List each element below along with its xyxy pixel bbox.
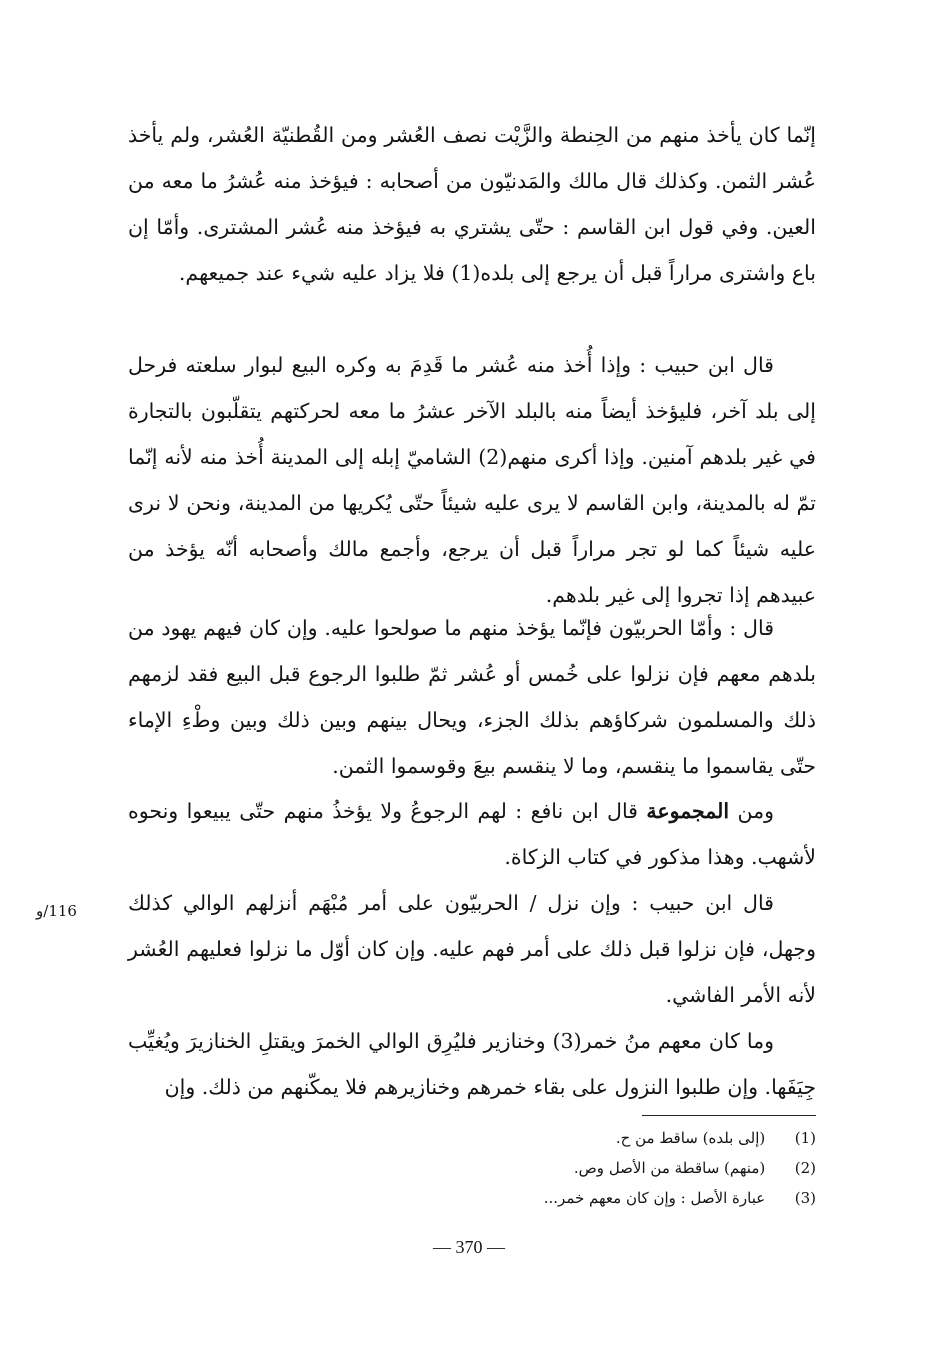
paragraph-5: قال ابن حبيب : وإن نزل / الحربيّون على أمر مُبْهَم أنزلهم الوالي كذلك وجهل، فإن نزلوا قبل ذلك على أمر فهم عليه. وإن كان أوّل ما نزلوا فعليهم العُشر لأنه الأمر الفاشي. bbox=[128, 891, 816, 1007]
paragraph-4-lead: ومن bbox=[729, 799, 774, 823]
footnote-separator bbox=[642, 1115, 816, 1116]
source-title-majmua: المجموعة bbox=[646, 799, 730, 823]
footnote-2-text: (منهم) ساقطة من الأصل وص. bbox=[573, 1159, 766, 1177]
page-number: — 370 — bbox=[433, 1237, 505, 1257]
paragraph-4-body: قال ابن نافع : لهم الرجوعُ ولا يؤخذُ منهم حتّى يبيعوا ونحوه لأشهب. وهذا مذكور في كتاب الزكاة. bbox=[128, 799, 816, 869]
footnote-3-text: عبارة الأصل : وإن كان معهم خمر... bbox=[543, 1189, 766, 1207]
paragraph-3: قال : وأمّا الحربيّون فإنّما يؤخذ منهم ما صولحوا عليه. وإن كان فيهم يهود من بلدهم معهم فإن نزلوا على خُمس أو عُشر ثمّ طلبوا الرجوع قبل البيع فقد لزمهم ذلك والمسلمون شركاؤهم بذلك الجزء، ويحال بينهم وبين ذلك وبين وطْءِ الإماء حتّى يقاسموا ما ينقسم، وما لا ينقسم بيعَ وقوسموا الثمن. bbox=[128, 616, 816, 778]
folio-margin-note: 116/و bbox=[36, 902, 77, 920]
footnote-3 bbox=[128, 1183, 816, 1213]
footnote-3-number: (3) bbox=[794, 1189, 816, 1207]
footnote-1-text: (إلى بلده) ساقط من ح. bbox=[615, 1129, 766, 1147]
paragraph-4 bbox=[128, 788, 816, 880]
footnote-2-number: (2) bbox=[794, 1159, 816, 1177]
paragraph-1: إنّما كان يأخذ منهم من الحِنطة والزَّيْت نصف العُشر ومن القُطنيّة العُشر، ولم يأخذ عُشر الثمن. وكذلك قال مالك والمَدنيّون من أصحابه : فيؤخذ منه عُشرُ ما معه من العين. وفي قول ابن القاسم : حتّى يشتري به فيؤخذ منه عُشر المشترى. وأمّا إن باع واشترى مراراً قبل أن يرجع إلى بلده(1) فلا يزاد عليه شيء عند جميعهم. bbox=[128, 123, 816, 285]
footnote-1 bbox=[128, 1123, 816, 1153]
paragraph-6: وما كان معهم منُ خمر(3) وخنازير فليُرِق الوالي الخمرَ ويقتلِ الخنازيرَ ويُغيِّب جِيَفَها. وإن طلبوا النزول على بقاء خمرهم وخنازيرهم فلا يمكّنهم من ذلك. وإن bbox=[128, 1029, 816, 1099]
footnote-1-number: (1) bbox=[794, 1129, 816, 1147]
paragraph-2: قال ابن حبيب : وإذا أُخذ منه عُشر ما قَدِمَ به وكره البيع لبوار سلعته فرحل إلى بلد آخر، فليؤخذ أيضاً منه بالبلد الآخر عشرُ ما معه لحركتهم يتقلّبون بالتجارة في غير بلدهم آمنين. وإذا أكرى منهم(2) الشاميّ إبله إلى المدينة أُخذ منه لأنه إنّما تمّ له بالمدينة، وابن القاسم لا يرى عليه شيئاً حتّى يُكريها من المدينة، ونحن لا نرى عليه شيئاً كما لو تجر مراراً قبل أن يرجع، وأجمع مالك وأصحابه أنّه يؤخذ من عبيدهم إذا تجروا إلى غير بلدهم. bbox=[128, 353, 816, 607]
footnote-2 bbox=[128, 1153, 816, 1183]
